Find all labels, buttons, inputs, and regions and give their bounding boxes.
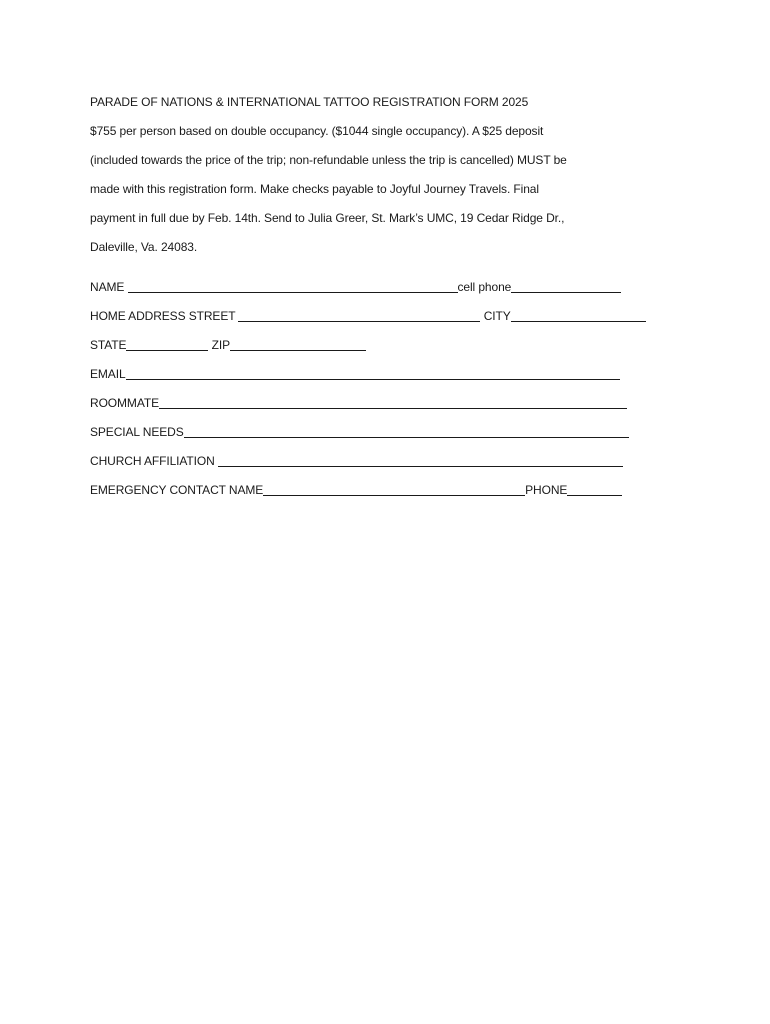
roommate-field[interactable] [159,396,627,409]
info-line-5: Daleville, Va. 24083. [90,240,198,254]
phone-label: PHONE [525,483,568,497]
email-field[interactable] [126,367,620,380]
form-title: PARADE OF NATIONS & INTERNATIONAL TATTOO REGISTRATION FORM 2025 [90,95,529,109]
special-needs-label: SPECIAL NEEDS [90,425,184,439]
home-address-row [90,296,650,325]
special-needs-field[interactable] [184,425,629,438]
zip-label: ZIP [208,338,231,352]
roommate-row [90,383,650,412]
emergency-contact-row [90,470,650,499]
name-label: NAME [90,280,128,294]
emergency-contact-label: EMERGENCY CONTACT NAME [90,483,264,497]
church-affiliation-row [90,441,650,470]
email-row [90,354,650,383]
info-line-2: (included towards the price of the trip; non-refundable unless the trip is cancelled) MUST be [90,153,567,167]
cell-phone-label: cell phone [457,280,512,294]
zip-field[interactable] [230,338,366,351]
phone-field[interactable] [567,483,622,496]
email-label: EMAIL [90,367,126,381]
city-label: CITY [480,309,511,323]
name-row [90,267,650,296]
home-address-field[interactable] [238,309,480,322]
emergency-contact-field[interactable] [263,483,525,496]
church-affiliation-label: CHURCH AFFILIATION [90,454,218,468]
state-field[interactable] [126,338,208,351]
info-line-3: made with this registration form. Make checks payable to Joyful Journey Travels. Final [90,182,539,196]
cell-phone-field[interactable] [511,280,621,293]
church-affiliation-field[interactable] [218,454,623,467]
state-label: STATE [90,338,127,352]
city-field[interactable] [511,309,646,322]
registration-form [90,93,650,499]
state-zip-row [90,325,650,354]
info-line-4: payment in full due by Feb. 14th. Send to Julia Greer, St. Mark’s UMC, 19 Cedar Ridge Dr., [90,211,565,225]
info-line-1: $755 per person based on double occupancy. ($1044 single occupancy). A $25 deposit [90,124,544,138]
roommate-label: ROOMMATE [90,396,159,410]
name-field[interactable] [128,280,458,293]
home-address-label: HOME ADDRESS STREET [90,309,239,323]
special-needs-row [90,412,650,441]
